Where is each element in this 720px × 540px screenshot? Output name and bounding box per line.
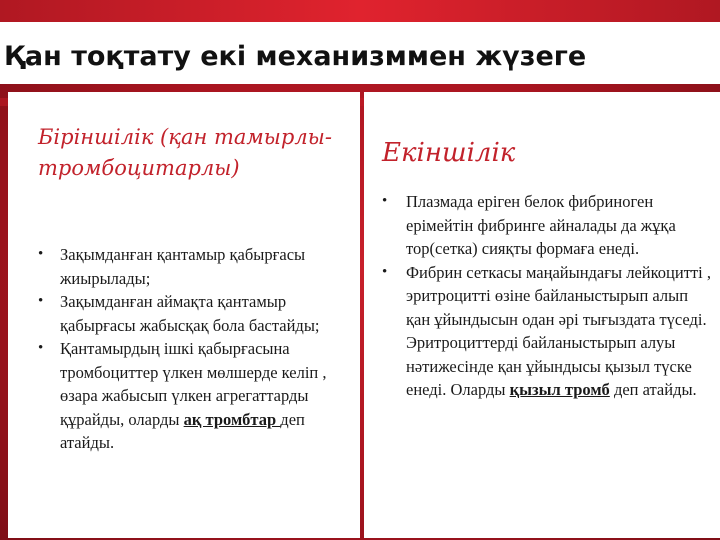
white-thrombus-term: ақ тромбтар — [183, 409, 281, 429]
primary-column — [8, 92, 360, 538]
list-item-text: Плазмада еріген белок фибриноген ерімейтін фибринге айналады да жұқа тор(сетка) сияқты формаға енеді. — [406, 192, 676, 258]
secondary-list — [382, 190, 712, 402]
list-item — [38, 243, 348, 290]
list-item-text: Зақымданған аймақта қантамыр қабырғасы жабысқақ бола бастайды; — [60, 292, 320, 335]
list-item — [38, 337, 348, 455]
primary-heading: Біріншілік (қан тамырлы-тромбоцитарлы) — [38, 125, 332, 180]
list-item — [38, 290, 348, 337]
bullet-icon: • — [38, 246, 44, 262]
secondary-column — [364, 92, 720, 538]
list-item-text: Зақымданған қантамыр қабырғасы жиырылады; — [60, 245, 306, 288]
title-band — [0, 22, 720, 84]
list-item-text-end: деп атайды. — [609, 380, 697, 399]
list-item-text-end: деп атайды. — [60, 409, 305, 452]
bullet-icon: • — [382, 193, 388, 209]
list-item-text: Қантамырдың ішкі қабырғасына тромбоциттер үлкен мөлшерде келіп , өзара жабысып үлкен агрегаттарды құрайды, оларды — [60, 339, 327, 429]
list-item — [382, 190, 712, 261]
list-item — [382, 261, 712, 402]
primary-list — [38, 243, 348, 455]
red-thrombus-term: қызыл тромб — [509, 380, 610, 399]
bullet-icon: • — [38, 293, 44, 309]
top-red-strip — [0, 0, 720, 22]
bullet-icon: • — [382, 263, 388, 280]
slide-title-line1: Қан тоқтату екі механизммен жүзеге — [4, 41, 587, 72]
bullet-icon: • — [38, 340, 44, 356]
list-item-text: Фибрин сеткасы маңайындағы лейкоцитті , эритроцитті өзіне байланыстырып алып қан ұйындысын одан әрі тығыздата түседі. Эритроциттерді байланыстырып алуы нәтижесінде қан ұйындысы қызыл түске енеді. Оларды — [406, 262, 711, 399]
secondary-heading: Екіншілік — [382, 138, 516, 168]
